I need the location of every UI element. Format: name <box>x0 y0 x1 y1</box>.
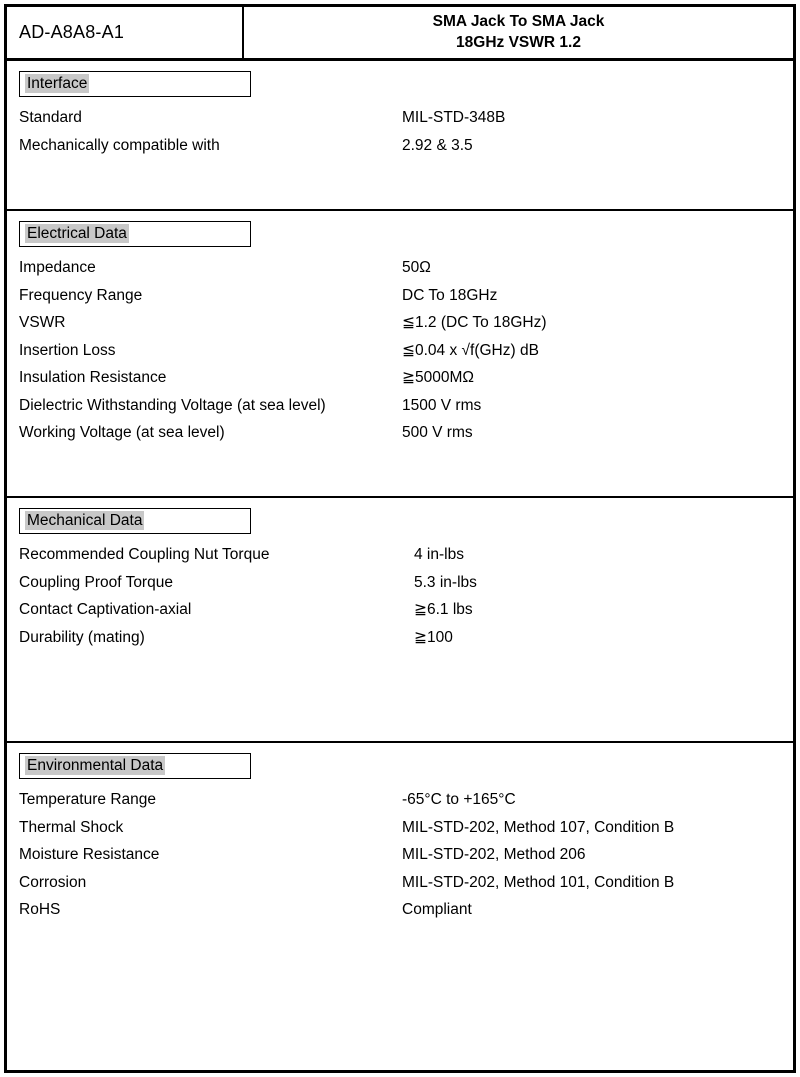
spec-label: Corrosion <box>19 873 87 891</box>
title-line-1: SMA Jack To SMA Jack <box>432 13 605 31</box>
spec-value: MIL-STD-348B <box>402 109 506 126</box>
spec-row <box>19 786 793 814</box>
spec-value: DC To 18GHz <box>402 286 498 304</box>
spec-value: 50Ω <box>402 259 431 276</box>
spec-value: ≧5000MΩ <box>402 369 474 386</box>
spec-row <box>19 104 793 132</box>
spec-row <box>19 841 793 869</box>
spec-value: Compliant <box>402 901 472 918</box>
spec-row <box>19 337 793 365</box>
spec-value: 5.3 in-lbs <box>414 573 477 591</box>
section-title-text: Environmental Data <box>27 757 164 774</box>
section-title-environmental-data <box>19 753 251 779</box>
spec-value: ≦1.2 (DC To 18GHz) <box>402 314 547 331</box>
section-mechanical-data <box>7 496 793 741</box>
spec-value: 4 in-lbs <box>414 546 464 563</box>
spec-value: ≧100 <box>414 628 453 646</box>
spec-label: Frequency Range <box>19 286 143 304</box>
spec-value: -65°C to +165°C <box>402 791 516 808</box>
section-title-text: Interface <box>27 75 88 92</box>
datasheet-page <box>4 4 796 1073</box>
spec-row <box>19 419 793 447</box>
spec-label: Insertion Loss <box>19 341 116 359</box>
spec-row <box>19 132 793 160</box>
spec-value: MIL-STD-202, Method 101, Condition B <box>402 873 675 891</box>
part-number: AD-A8A8-A1 <box>7 7 244 58</box>
spec-label: Impedance <box>19 259 96 276</box>
spec-label: RoHS <box>19 901 61 918</box>
section-interface <box>7 61 793 209</box>
spec-value: MIL-STD-202, Method 107, Condition B <box>402 818 675 836</box>
spec-label: VSWR <box>19 314 66 331</box>
spec-value: MIL-STD-202, Method 206 <box>402 846 586 863</box>
spec-row <box>19 814 793 842</box>
spec-label: Insulation Resistance <box>19 369 167 386</box>
spec-row <box>19 392 793 420</box>
spec-label: Standard <box>19 109 82 126</box>
spec-label: Durability (mating) <box>19 628 145 646</box>
spec-row <box>19 254 793 282</box>
spec-row <box>19 309 793 337</box>
spec-value: 2.92 & 3.5 <box>402 136 473 154</box>
section-electrical-data <box>7 209 793 496</box>
header <box>7 7 793 61</box>
section-title-interface <box>19 71 251 97</box>
spec-row <box>19 282 793 310</box>
spec-label: Moisture Resistance <box>19 846 160 863</box>
title-line-2: 18GHz VSWR 1.2 <box>456 33 581 51</box>
spec-label: Contact Captivation-axial <box>19 601 192 618</box>
spec-value: 500 V rms <box>402 424 473 441</box>
section-title-mechanical-data <box>19 508 251 534</box>
section-environmental-data <box>7 741 793 1067</box>
spec-row <box>19 869 793 897</box>
spec-row <box>19 896 793 924</box>
section-title-text: Mechanical Data <box>27 512 143 529</box>
spec-row <box>19 596 793 624</box>
datasheet-title <box>244 7 793 58</box>
spec-row <box>19 569 793 597</box>
spec-label: Thermal Shock <box>19 818 124 836</box>
spec-value: ≧6.1 lbs <box>414 601 473 618</box>
section-title-text: Electrical Data <box>27 225 127 242</box>
spec-label: Working Voltage (at sea level) <box>19 424 225 441</box>
spec-label: Coupling Proof Torque <box>19 573 173 591</box>
spec-label: Recommended Coupling Nut Torque <box>19 546 270 563</box>
spec-row <box>19 364 793 392</box>
spec-row <box>19 541 793 569</box>
spec-label: Dielectric Withstanding Voltage (at sea level) <box>19 396 326 414</box>
spec-value: ≦0.04 x √f(GHz) dB <box>402 341 539 359</box>
spec-value: 1500 V rms <box>402 396 482 414</box>
spec-label: Mechanically compatible with <box>19 136 220 154</box>
section-title-electrical-data <box>19 221 251 247</box>
spec-label: Temperature Range <box>19 791 156 808</box>
spec-row <box>19 624 793 652</box>
